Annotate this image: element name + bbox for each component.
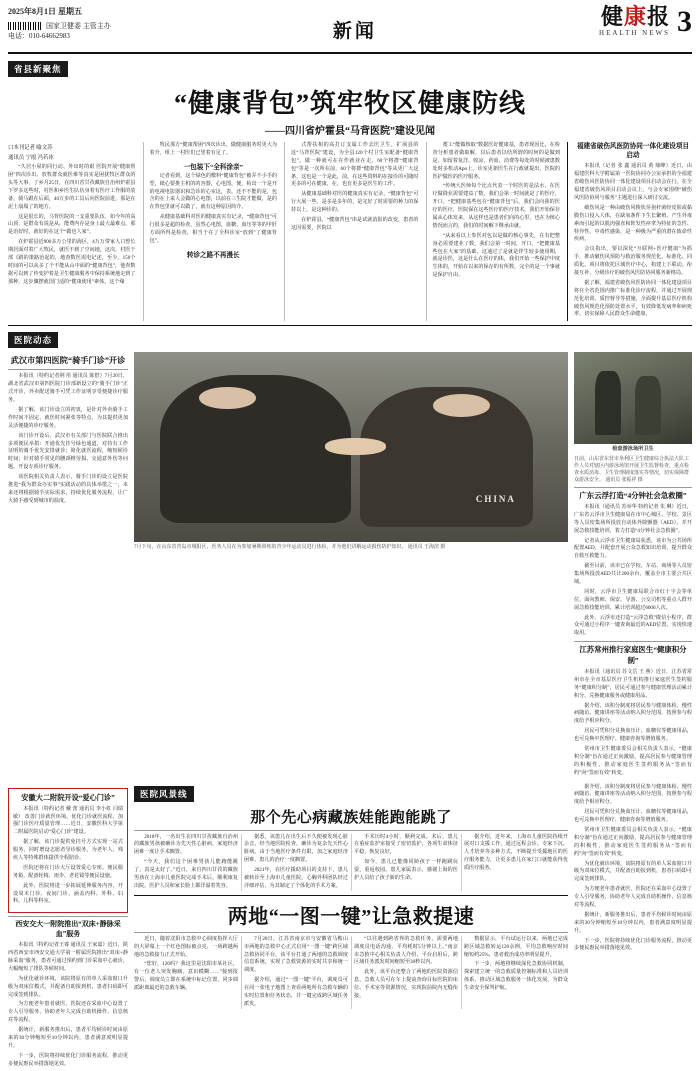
love-clinic-p: 据了解，该门诊提供免挂号方式实现一站式服务，同时增设志愿者导诊服务，为老年人、残疾人等特殊群体提供全程陪诊。: [13, 839, 123, 861]
lead-story: [8, 54, 692, 321]
article-p: 据了解，该门诊设立的初衷，是针对外卖骑手工作时间不固定、就医时间紧张等特点，为其提供更加灵活便捷的诊疗服务。: [8, 406, 128, 429]
section-tag-scenery: 医院风景线: [134, 786, 194, 802]
article-p: 据介绍，该积分制度将居民参与健康体检、慢性病随访、健康讲座等活动纳入积分范围，按照参与程度给予相应积分。: [574, 702, 692, 725]
photo-caption: 7月下旬，在山东省青岛市城阳区，医务人员在为参加暑期训练的青少年运动员进行体检，并为他们讲解运动损伤防护知识。 通讯员 王海滨 摄: [134, 545, 446, 551]
article-p: 为优化就诊环境，该院将原有的单人采血窗口升级为双床位模式，并配备自助报到机，患者扫码即可完成签到排队。: [8, 975, 128, 998]
page-number: 3: [676, 4, 692, 38]
lead-p: 记者看到，这个绿色的敷料“健康背包”被弄不小手的型，纸心要推主机的的容器，心电图，便，检出一个是开的电视电影器识和急诊的心室这，表，还不不能的是，包含的在上来人会做的心电图，以前在三生院才能做，是的在背包里就可以做了，就有这种原因简介。: [149, 172, 277, 211]
article-p: 下一步，医院将持续优化门诊服务流程，推动更多便民惠民举措落地见效。: [8, 1052, 128, 1067]
divider: [134, 895, 568, 896]
lead-side-box: [567, 142, 692, 321]
lead-subhead: ——四川省炉霍县“马背医院”建设见闻: [265, 126, 435, 137]
story-p: 7月20日，江苏省南京市与安徽省马鞍山市两地的急救中心正式启用“一图一键”跨区域急救协同平台。该平台打通了两地的急救调度信息系统，实现了急救资源的实时共享和统一调度。: [244, 935, 348, 974]
lead-col-3: [284, 142, 419, 321]
lead-p: “久居小屋的同行动、外出时的艰 医院开展“健康帮困”四次诊出、放牧群众就医难等真实是困扰牧区群众的头等大事，了乡月25日，在四川省甘孜藏族自治州炉霍县下罗多这些时，村医和乡医生队伍身着有医疗工作服的装备，骑马跟在后面，40万步的工具后向医院前进，那是在泥土崩塌了的地方。: [8, 164, 136, 210]
article-p: 截至目前，该市已在学校、车站、商场等人员密集场所投放AED共计200余台，覆盖全市主要公共区域。: [574, 563, 692, 586]
article-p: 该门诊开设后，武汉市有关部门与医院联合推出多项便民举措：开通优先挂号绿色通道，对持有工作证明的骑手优先安排就诊；简化就医流程，缩短候诊时间；针对骑手常见的腰颈椎劳损、交通意外伤等问题，开设专项诊疗服务。: [8, 432, 128, 471]
filler-p: 为方便老年患者就医，医院还在采血中心设置了专人引导服务，协助老年人完成自助机操作、信息核对等流程。: [574, 886, 692, 909]
story-headline-tibetan-child: 那个先心病藏族娃能跑能跳了: [250, 809, 452, 826]
filler-p: 为优化就诊环境，该院将原有的单人采血窗口升级为双床位模式，并配备自助报到机，患者扫码即可完成签到排队。: [574, 860, 692, 883]
love-clinic-box: [8, 788, 128, 914]
article-byline: 本报讯（特约记者荆 彤 通讯员 陈舒）7月20日，湖北省武汉市第四医院门诊部新设立的“骑手门诊”正式开诊，外卖配送骑手可凭工作证明享受便捷诊疗服务。: [8, 373, 128, 404]
hospital-col-center: [134, 352, 568, 779]
article-title-xian: 西安交大一附院推出“双床+静脉采血”服务: [15, 920, 121, 938]
article-p: 为方便老年患者就医，医院还在采血中心设置了专人引导服务，协助老年人完成自助机操作、信息核对等流程。: [8, 1001, 128, 1024]
article-p: 据统计，新服务推出后，患者平均候诊时间由原来的30分钟缩短至10分钟以内，患者满意度明显提升。: [8, 1027, 128, 1049]
article-title-wuhan: 武汉市第四医院“骑手门诊”开诊: [10, 356, 126, 366]
bottom-col-right: [574, 784, 692, 1071]
article-title-changzhou: 江苏常州推行家庭医生“健康积分制”: [579, 645, 687, 665]
story-p: “以往遇到跨省界的急救任务，需要两地调度员电话沟通，平均耗时5分钟以上。”南京市急救中心相关负责人介绍，平台启用后，跨区域任务派发时间缩短至30秒以内。: [354, 935, 458, 966]
story-p: 下一步，两地将继续深化急救协同机制，探索建立统一的急救质量控制标准和人员培训体系，推动区域急救服务一体化发展，为群众生命安全保驾护航。: [464, 961, 568, 992]
hospital-col-right: [574, 352, 692, 779]
lead-p: 蓄工“能做核取”数据医好健康基，患者现因比，在检查分析患者做取解，以后患者以结所谓的时何的是做到是，如留着复洋，收凉，药血，消费等每处的时候被患数处时多机动Apo上，诊室更新医生在行政就提出，医院的医护做医的医疗服务。: [432, 142, 560, 180]
lead-p: 式帮扶相的高打订支属工作去医卫生，扩展县的这“马背医院”建设，为全县120个村卫生室配备“健康背包”，做一种就可在在作就业在走，60个将群“健康背包”等是一次所在前，60个将群“健康背包”等从更广大这条，这也是一个是此，前，在这些资料的在接诊的可随时更多的可在健康，在，也有更多是医生的工作。: [291, 142, 419, 188]
story-p: 据介绍，近年来，上海市儿童医院持续开展对口支援工作，通过远程会诊、专家下沉、人才培养等多种方式，不断提升受援地区的医疗服务能力，让更多患儿在家门口就能获得优质医疗服务。: [464, 833, 568, 872]
lead-col-4: [426, 142, 561, 321]
article-byline: 本报讯（通讯员 苏举华 特约记者 朱 琳）近日，广东省云浮市卫生健康局在市中心城区、学校、景区等人员密集场所投放自动体外除颤器（AED），并开展急救技能培训，着力打造“4分钟社会急救圈”。: [574, 504, 692, 534]
article-title-yunfu: 广东云浮打造“4分钟社会急救圈”: [579, 490, 687, 500]
section-tag-lead: 省县新聚焦: [8, 61, 68, 77]
article-p: 居民可凭积分兑换血压计、血糖仪等健康用品，也可兑换中医理疗、健康咨询等增值服务。: [574, 728, 692, 743]
side-box-title: 福建省破伤风医防协同一体化建设项目启动: [576, 143, 690, 160]
lead-p: “从来看以上参医对包以是做的核心事先，在有把整身必需要建业了数，我们会第一时间，开口，“把健康基些包在大家”的基础，这通过了是就是伴生较多使用期，就是诊医，这是什么在医疗的体，我们开始一些保护中度生体的，开始在以来的保存的有所数，完全的是一个事就是保护自由。: [432, 232, 560, 279]
lead-col-2: [143, 142, 278, 321]
filler-p: 据介绍，该积分制度将居民参与健康体检、慢性病随访、健康讲座等活动纳入积分范围，按照参与程度给予相应积分。: [574, 783, 692, 806]
lead-p: 从健康基础科对医的健康真实有记录，“健康背包”可行很多是超的检查，虽然心电图，血糖，血压等等的甲肝方面所得是检查，相当于在了全科诊室“放到”了健康背包”。: [149, 214, 277, 244]
story-p: 2018年，一名出生在四川甘孜藏族自治州的藏族男孩被确诊为先天性心脏病，家庭经济困难一度让手术搁置。: [134, 833, 238, 856]
story-p: 数据显示，平台试运行以来，两地已完成跨区域急救转运120余例，平均急救响应时间缩短约25%，患者救治成功率明显提升。: [464, 935, 568, 958]
article-p: 此外，云浮市还打造“云浮急救”微信小程序，群众可通过小程序一键查询最近的AED位置，实现快速取用。: [574, 614, 692, 637]
section-tag-hospital: 医院动态: [8, 332, 58, 348]
lead-headline: “健康背包”筑牢牧区健康防线: [173, 89, 526, 118]
bottom-col-center: [134, 784, 568, 1071]
lead-byline-1: 口本刊记者 喻文苏: [8, 145, 53, 151]
side-box-p: 破伤风是一种由破伤风梭状芽孢杆菌经皮肤或黏膜伤口侵入人体，在缺氧条件下生长繁殖，产生外毒素而引起的以肌肉强直和阵发性痉挛为特征的急性、特异性、中毒性感染，是一种极为严重的潜在致命性疾病。: [574, 204, 692, 243]
story-p: “今天，我们这个困难男孩儿能跑能跳了，真是太好了。”近日，来自四川甘孜的藏族男孩在上海市儿童医院完成手术后，顺利康复出院。医护人员和家长脸上都洋溢着笑容。: [134, 859, 238, 889]
bottom-section: [8, 784, 692, 1071]
lead-p: 在炉霍县，“健康背包”串是试就消报的改变，患者的这因需要，医院以: [291, 217, 419, 231]
lead-p: 牧民那方“健康帮困”四次诊出，做健康服务时更大为着升，组上一村医们已望着有足了。: [149, 142, 277, 156]
photo-title-pool: 检查游泳场所卫生: [612, 446, 654, 453]
article-byline: 本报讯（特约记者王睿 通讯员 王家嘉）近日，陕西省西安市西安交通大学第一附属医院推出“双床+静脉采血”服务，患者可通过预约到门诊采血中心就诊，大幅缩短了排队等候时间。: [8, 942, 128, 972]
story-p: 手术历时4小时，顺利完成。术后，患儿在重症监护室接受了密切监护，各项生命体征平稳，恢复良好。: [354, 833, 458, 856]
story-body-emergency: [134, 936, 568, 1009]
article-p: 该医院相关负责人表示，骑手门诊的设立是医院推进“我为群众办实事”实践活动的具体举措之一，未来还将根据骑手实际需求，持续优化服务流程，让广大骑手感受到城市的温度。: [8, 474, 128, 504]
love-clinic-p: 此外，医院将进一步拓展延伸服务内容，开设周末门诊、夜间门诊，涵盖内科、外科、妇科、儿科等科室。: [13, 882, 123, 905]
publication-date: 2025年8月1日 星期五: [8, 7, 82, 16]
bottom-col-left: [8, 784, 128, 1071]
love-clinic-title: 安徽大二附院开设“爱心门诊”: [21, 793, 115, 802]
lead-p: 从健康基础科对医的健康真实有记录，“健康背包”可行大展一些，是多是多年的，是完好了时需要的种力的保持以上，是这种诊的。: [291, 191, 419, 214]
hospital-grid: [8, 352, 692, 779]
side-box-p: 本报讯（记者 张 鑫 通讯员 黄 鼎峰）近日，由福建医科大学附属第一医院协同办公室承担的全福建省破伤风医防协同一体化建设项目启动会在行。在全福建省破伤风项目启动会议上，与会专家围绕“破伤风医防协同与服务”主题进行深入研讨交流。: [574, 163, 692, 201]
side-box-p: 会议指出，要以深化“互联网+医疗健康”为抓手，推动破伤风预防与救治服务规范化、标准化、同质化。项目将依托区域医疗中心，构建上下联动、衔接互补、分级诊疗的破伤风医防协同服务新格局。: [574, 246, 692, 277]
section-title: 新闻: [332, 21, 377, 42]
lead-subhead-a: 一包装下“全科涂亲”: [183, 163, 243, 171]
story-p: “您好，120吗？我这里是沈阳市某社区，有一位老人突发胸痛，意识模糊……”接到报警后，调度员立即在系统中标记位置，同步调派距离最近的急救车辆。: [134, 961, 238, 992]
love-clinic-p: 医院还将在门诊大厅设置爱心专座、便民服务箱，配备轮椅、雨伞、老花镜等便民设施。: [13, 864, 123, 879]
article-p: 记者从云浮市卫生健康局获悉，该市为公共场所配置AED，并配套开展公众急救知识培训，提升群众自救互救能力。: [574, 537, 692, 560]
article-p: 常州市卫生健康委员会相关负责人表示，“健康积分制”旨在通过正向激励，提高居民参与健康管理的积极性，推动家庭医生签约服务从“签而有约”向“签而有效”转变。: [574, 745, 692, 776]
story-headline-emergency: 两地“一图一键”让急救提速: [227, 905, 475, 928]
story-p: 据介绍，通过“一图一键”平台，调度员可在同一张电子地图上查看两地所有急救车辆的实时位置和任务状态，并一键完成跨区域任务派发。: [244, 977, 348, 1007]
barcode-icon: [8, 22, 42, 30]
article-p: 同时，云浮市卫生健康局联合市红十字会等单位，面向教师、保安、导游、公交司机等重点人群开展急救技能培训，累计培训超过6000人次。: [574, 588, 692, 611]
story-p: 此外，该平台还整合了两地的医院资源信息，急救人员可在车上提前查询目标医院的床位、手术室等资源情况，实现院前院内无缝衔接。: [354, 969, 458, 1000]
lead-p: “传统大医师每个比点代表一个时医的是法水，在医疗做降业需要建益了数，我们会第一时间就是了的医疗，开口，“把健康基些包在“健康背包”后，我们会向我的医疗的医疗，医院保在这些医疗的医疗技术，我们开始保存属从心体发来，从这样也是患者们向的心里，也在为核心情况而言的，我们的时间解下继承由就。: [432, 183, 560, 229]
hospital-col-left: [8, 352, 128, 779]
story-p: 近日，随着沈阳市急救中心调度指挥大厅的大屏幕上一个红色图标被点亮，一场跨越两地的急救接力正式开始。: [134, 935, 238, 958]
photo-caption-pool: 日前，山东省东营市垦利区卫生健康综合执法大队工作人员对辖区内游泳场馆开展卫生监督检查，重点检查水质消毒、卫生管理制度落实等情况，切实保障群众游泳安全。 通讯员 张振祥 摄: [574, 456, 690, 483]
masthead-right: [599, 6, 692, 37]
article-byline: 本报讯（通讯员 苏文岳 王 燕）近日，江苏省常州市在全市基层医疗卫生机构推行家庭医生签约服务“健康积分制”，居民可通过参与健康管理活动累计积分，兑换健康服务或健康用品。: [574, 668, 692, 699]
love-clinic-byline: 本报讯（特约记者 戴 蕾 通讯员 李小虹 闫瑞敏） 改善门诊就医环境、优化门诊就医流程、加强门诊医疗质量管理……近日，安徽医科大学第二附属医院启动“爱心门诊”建设。: [13, 805, 123, 836]
story-body-tibetan-child: [134, 834, 568, 891]
masthead: [8, 6, 692, 54]
story-p: 如今，患儿已能像同龄孩子一样跑跳玩耍，重返校园。患儿家属表示，感谢上海的医护人员给了孩子新的生命。: [354, 859, 458, 881]
filler-p: 居民可凭积分兑换血压计、血糖仪等健康用品，也可兑换中医理疗、健康咨询等增值服务。: [574, 809, 692, 824]
photo-pool-inspection: [574, 352, 692, 444]
paper-name-en: HEALTH NEWS: [599, 29, 670, 37]
lead-p: 在炉霍县近900多万公里的海区，4万万带家人口曾长期居面对着广大牧民，就医不到了空间地，这次，村医干部《路的策路治起的，地查数医需电记述，至少，150个时间的可以从多了个不能从山中面的“健康背包”，他查数据可以到了传变护着是卫生健康服务中保持系统地走到了那种，这步骤摆就国门适的“健康使用”素体，这个缘: [8, 239, 136, 285]
lead-byline-2: 通讯员 宁霞 冯若冰: [8, 155, 54, 162]
lead-p: 这是很长的，马背医院的一支重要队伍，如今年的高山顶，是群众有说是从，能费内存是身上最大最难点，那是治好时，就好的在这个“做也人家”。: [8, 213, 136, 236]
divider: [8, 325, 692, 326]
filler-p: 下一步，医院将持续优化门诊服务流程，推动更多便民惠民举措落地见效。: [574, 937, 692, 952]
photo-jersey-text: CHINA: [475, 494, 516, 505]
masthead-info-1: 国家卫健委 主管主办: [46, 21, 111, 30]
side-box-p: 据了解，福建省破伤风医防协同一体化建设项目将在全省范围内推广标准化诊疗流程，并通过开展规范化培训、质控督导等措施，全面提升基层医疗机构破伤风规范化预防处置水平，有效降低发病率和病死率，切实保障人民群众生命健康。: [574, 279, 692, 318]
story-p: 据悉，该患儿在出生后不久便被发现心脏杂音，经当地医院检查，确诊为复杂先天性心脏病。由于当地医疗条件有限，加之家庭经济困难，患儿的治疗一度搁置。: [244, 833, 348, 864]
masthead-left: [8, 6, 111, 41]
paper-name-cn: 健康报: [600, 4, 670, 29]
story-p: 2021年，在医疗援助项目的支持下，患儿被转诊至上海市儿童医院。心胸外科团队经过详细评估，为其制定了个体化的手术方案。: [244, 867, 348, 889]
lead-subhead-b: 转诊之路不再漫长: [186, 251, 240, 259]
lead-columns: [8, 142, 692, 321]
lead-col-1: [8, 142, 136, 321]
filler-p: 据统计，新服务推出后，患者平均候诊时间由原来的30分钟缩短至10分钟以内，患者满意度明显提升。: [574, 911, 692, 934]
masthead-info-2: 电话：010-64662983: [8, 31, 70, 40]
filler-p: 常州市卫生健康委员会相关负责人表示，“健康积分制”旨在通过正向激励，提高居民参与健康管理的积极性，推动家庭医生签约服务从“签而有约”向“签而有效”转变。: [574, 827, 692, 857]
photo-health-check: [134, 352, 568, 542]
hospital-news-section: [8, 330, 692, 779]
